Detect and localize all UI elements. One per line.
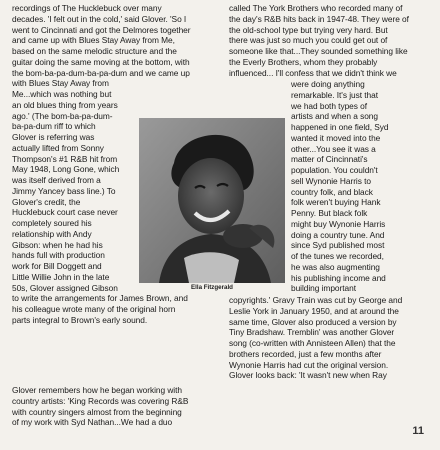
right-col-top-line: the day's R&B hits back in 1947-48. They were of (229, 13, 409, 24)
left-col-top-line: hands full with production (12, 250, 105, 261)
left-col-top-line: with Blues Stay Away from (12, 78, 109, 89)
right-col-top-line: there was just so much you could get out of (229, 35, 388, 46)
left-col-top-line: based on the same melodic structure and the (12, 46, 177, 56)
left-col-bottom-line: of my work with Syd Nathan...We had a duo (12, 417, 173, 428)
right-col-wrap-line: folk weren't buying Hank (291, 197, 381, 208)
left-col-top-line: parts integral to Brown's early sound. (12, 314, 148, 325)
left-col-top-line: ago.' (The bom-ba-pa-dum- (12, 110, 113, 121)
left-col-top-line: his colleague wrote many of the original horn (12, 304, 176, 314)
right-column-top-text (229, 3, 409, 78)
left-col-top-line: and came up with Blues Stay Away from Me, (12, 35, 175, 46)
left-col-top-line: Thompson's #1 R&B hit from (12, 153, 118, 164)
left-col-top-line: recordings of The Hucklebuck over many (12, 3, 162, 13)
right-column-bottom-text (229, 295, 402, 381)
left-col-top-line: the bom-ba-pa-dum-ba-pa-dum and we came up (12, 67, 190, 78)
right-col-top-line: influenced... I'll confess that we didn't think we (229, 67, 397, 78)
ella-fitzgerald-photo (139, 118, 285, 283)
right-col-wrap-line: of the tunes we recorded, (291, 251, 384, 261)
right-col-wrap-line: wanted it moved into the (291, 132, 381, 143)
right-col-wrap-line: remarkable. It's just that (291, 89, 379, 100)
left-col-top-line: Jimmy Yancey bass line.) To (12, 185, 116, 196)
right-col-wrap-line: population. You couldn't (291, 165, 378, 175)
page-number: 11 (412, 425, 424, 437)
right-col-bottom-line: same time, Glover also produced a version by (229, 316, 397, 327)
right-col-wrap-line: we had both types of (291, 100, 368, 111)
right-col-bottom-line: Leslie York in January 1950, and at around the (229, 305, 399, 316)
right-col-bottom-line: copyrights.' Gravy Train was cut by George and (229, 295, 403, 305)
left-col-top-line: Little Willie John in the late (12, 271, 110, 282)
left-col-top-line: ba-pa-dum riff to which (12, 121, 96, 132)
right-col-wrap-line: doing a country tune. And (291, 229, 385, 240)
right-col-wrap-line: since Syd published most (291, 240, 385, 251)
right-col-wrap-line: Penny. But black folk (291, 208, 368, 218)
left-col-bottom-line: with country singers almost from the beginning (12, 406, 182, 417)
right-col-wrap-line: his publishing income and (291, 272, 386, 283)
right-column-wrap-text (291, 79, 389, 294)
left-col-top-line: was itself derived from a (12, 175, 101, 185)
photo-caption: Ella Fitzgerald (191, 284, 233, 291)
left-col-top-line: guitar doing the same moving at the bottom, with (12, 56, 190, 67)
right-col-wrap-line: happened in one field, Syd (291, 122, 389, 132)
right-col-wrap-line: matter of Cincinnati's (291, 154, 368, 165)
left-col-top-line: Me...which was nothing but (12, 89, 112, 99)
right-col-top-line: called The York Brothers who recorded many of (229, 3, 403, 13)
left-col-top-line: Glover's credit, the (12, 196, 81, 207)
left-col-top-line: decades. 'I felt out in the cold,' said Glover. 'So I (12, 13, 187, 24)
right-col-bottom-line: Wynonie Harris had cut the original version. (229, 359, 389, 370)
left-col-top-line: relationship with Andy (12, 228, 92, 239)
left-col-top-line: to write the arrangements for James Brown, and (12, 293, 188, 304)
right-col-wrap-line: country folk, and black (291, 186, 373, 197)
right-col-top-line: the old-school type but trying very hard. But (229, 24, 388, 35)
left-col-top-line: went to Cincinnati and got the Delmores together (12, 24, 191, 35)
right-col-bottom-line: Tiny Bradshaw. Tremblin' was another Glover (229, 327, 395, 338)
right-col-top-line: someone like that...They sounded something like (229, 46, 408, 56)
right-col-wrap-line: he was also augmenting (291, 261, 380, 272)
right-col-wrap-line: sell Wynonie Harris to (291, 175, 371, 186)
left-col-top-line: 50s, Glover assigned Gibson (12, 282, 118, 293)
left-column-bottom-text (12, 385, 188, 428)
right-col-wrap-line: might buy Wynonie Harris (291, 218, 386, 229)
left-col-top-line: completely soured his (12, 218, 92, 228)
left-col-top-line: May 1948, Long Gone, which (12, 164, 120, 175)
left-col-top-line: an old blues thing from years (12, 99, 118, 110)
left-col-bottom-line: country artists: 'King Records was covering R&B (12, 395, 189, 406)
right-col-wrap-line: artists and when a song (291, 111, 378, 122)
right-col-bottom-line: brothers recorded, just a few months after (229, 348, 382, 359)
right-col-bottom-line: Glover looks back: 'It wasn't new when Ray (229, 370, 387, 381)
right-col-top-line: the Everly Brothers, whom they probably (229, 56, 378, 67)
right-col-wrap-line: were doing anything (291, 79, 365, 89)
left-col-top-line: Gibson: when he had his (12, 239, 103, 250)
right-col-bottom-line: song (co-written with Annisteen Allen) that the (229, 338, 396, 348)
left-col-top-line: Glover is referring was (12, 132, 95, 142)
left-col-top-line: actually lifted from Sonny (12, 142, 104, 153)
left-col-bottom-line: Glover remembers how he began working with (12, 385, 182, 395)
right-col-wrap-line: building important (291, 283, 356, 294)
right-col-wrap-line: other...You see it was a (291, 143, 376, 154)
left-col-top-line: work for Bill Doggett and (12, 261, 102, 271)
left-col-top-line: Hucklebuck court case never (12, 207, 118, 218)
